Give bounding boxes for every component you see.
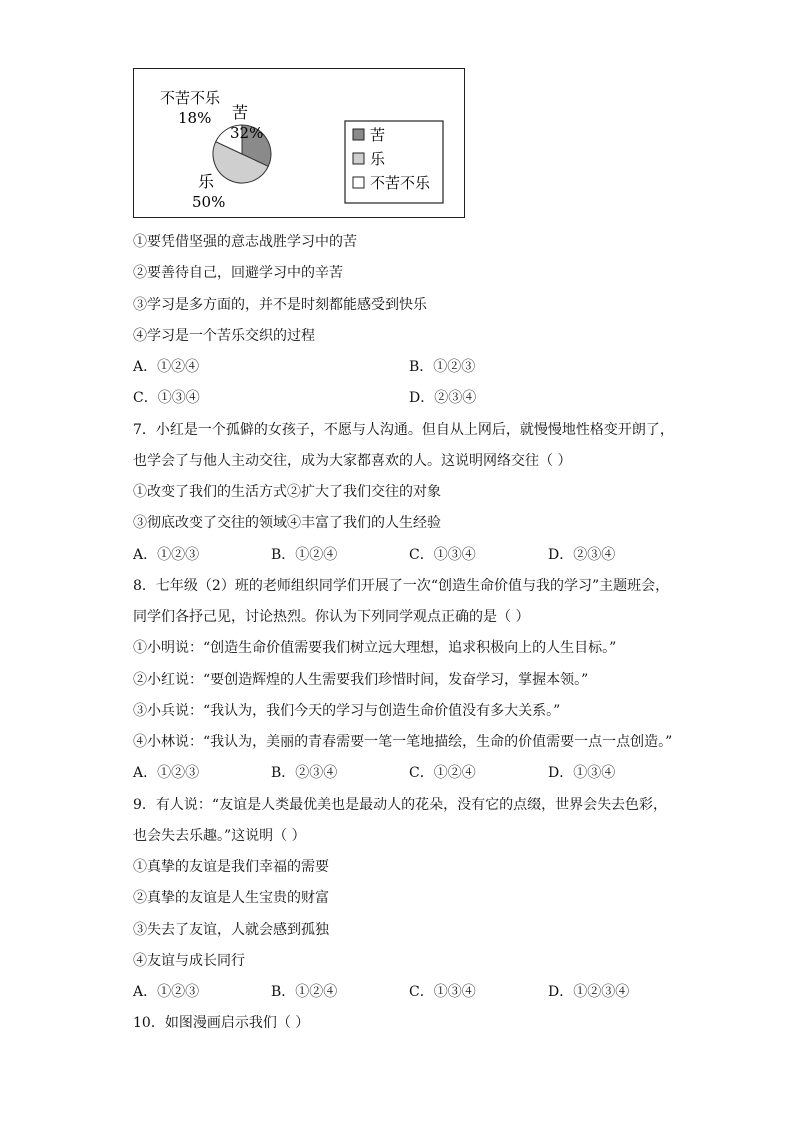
q8-option-d[interactable]: D．①③④ xyxy=(548,765,616,781)
label-le: 乐 xyxy=(198,172,215,191)
q9-item-2: ②真挚的友谊是人生宝贵的财富 xyxy=(133,890,329,906)
q8-stem-line-2: 同学们各抒己见，讨论热烈。你认为下列同学观点正确的是（ ） xyxy=(133,609,530,625)
q8-item-4: ④小林说：“我认为，美丽的青春需要一笔一笔地描绘，生命的价值需要一点一点创造。” xyxy=(133,734,673,750)
q7-option-b[interactable]: B．①②④ xyxy=(271,547,338,563)
q9-option-a[interactable]: A．①②③ xyxy=(133,984,200,1000)
label-neither: 不苦不乐 xyxy=(160,89,221,107)
q9-option-b[interactable]: B．①②④ xyxy=(271,984,338,1000)
q8-option-b[interactable]: B．②③④ xyxy=(271,765,338,781)
q8-stem-line-1: 8．七年级（2）班的老师组织同学们开展了一次“创造生命价值与我的学习”主题班会， xyxy=(133,578,670,594)
q8-option-c[interactable]: C．①②④ xyxy=(409,765,476,781)
q8-item-2: ②小红说：“要创造辉煌的人生需要我们珍惜时间，发奋学习，掌握本领。” xyxy=(133,672,589,688)
q9-stem-line-1: 9．有人说：“友谊是人类最优美也是最动人的花朵，没有它的点缀，世界会失去色彩， xyxy=(133,797,668,813)
q7-item-line-1: ①改变了我们的生活方式②扩大了我们交往的对象 xyxy=(133,484,441,500)
q9-stem-line-2: 也会失去乐趣。”这说明（ ） xyxy=(133,828,306,844)
q7-option-c[interactable]: C．①③④ xyxy=(409,547,476,563)
pie-chart xyxy=(134,69,466,219)
q7-option-a[interactable]: A．①②③ xyxy=(133,547,200,563)
q6-option-d[interactable]: D．②③④ xyxy=(409,390,477,406)
q7-option-d[interactable]: D．②③④ xyxy=(548,547,616,563)
pie-chart-figure xyxy=(133,68,465,218)
q8-item-1: ①小明说：“创造生命价值需要我们树立远大理想，追求积极向上的人生目标。” xyxy=(133,640,617,656)
q9-item-4: ④友谊与成长同行 xyxy=(133,953,245,969)
q7-item-line-2: ③彻底改变了交往的领域④丰富了我们的人生经验 xyxy=(133,515,441,531)
q6-item-1: ①要凭借坚强的意志战胜学习中的苦 xyxy=(133,234,357,250)
chart-legend xyxy=(345,121,443,203)
q7-stem-line-1: 7．小红是一个孤僻的女孩子，不愿与人沟通。但自从上网后，就慢慢地性格变开朗了， xyxy=(133,422,674,438)
q6-item-3: ③学习是多方面的，并不是时刻都能感受到快乐 xyxy=(133,297,427,313)
q7-stem-line-2: 也学会了与他人主动交往，成为大家都喜欢的人。这说明网络交往（ ） xyxy=(133,453,572,469)
q6-item-2: ②要善待自己，回避学习中的辛苦 xyxy=(133,265,343,281)
label-ku-percent: 32% xyxy=(230,124,264,142)
label-neither-percent: 18% xyxy=(178,109,212,127)
q6-item-4: ④学习是一个苦乐交织的过程 xyxy=(133,328,315,344)
q8-option-a[interactable]: A．①②③ xyxy=(133,765,200,781)
q6-option-c[interactable]: C．①③④ xyxy=(133,390,200,406)
legend-swatch-neither xyxy=(353,177,364,188)
q9-item-3: ③失去了友谊，人就会感到孤独 xyxy=(133,922,329,938)
q9-option-c[interactable]: C．①③④ xyxy=(409,984,476,1000)
legend-label-neither: 不苦不乐 xyxy=(370,174,431,192)
legend-swatch-ku xyxy=(353,129,364,140)
legend-label-ku: 苦 xyxy=(370,126,386,144)
q9-option-d[interactable]: D．①②③④ xyxy=(548,984,630,1000)
q8-item-3: ③小兵说：“我认为，我们今天的学习与创造生命价值没有多大关系。” xyxy=(133,703,561,719)
legend-label-le: 乐 xyxy=(370,150,386,168)
q10-stem: 10．如图漫画启示我们（ ） xyxy=(133,1015,310,1031)
legend-swatch-le xyxy=(353,153,364,164)
q6-option-b[interactable]: B．①②③ xyxy=(409,359,476,375)
q9-item-1: ①真挚的友谊是我们幸福的需要 xyxy=(133,859,329,875)
q6-option-a[interactable]: A．①②④ xyxy=(133,359,200,375)
label-ku: 苦 xyxy=(232,103,249,122)
label-le-percent: 50% xyxy=(192,193,226,211)
